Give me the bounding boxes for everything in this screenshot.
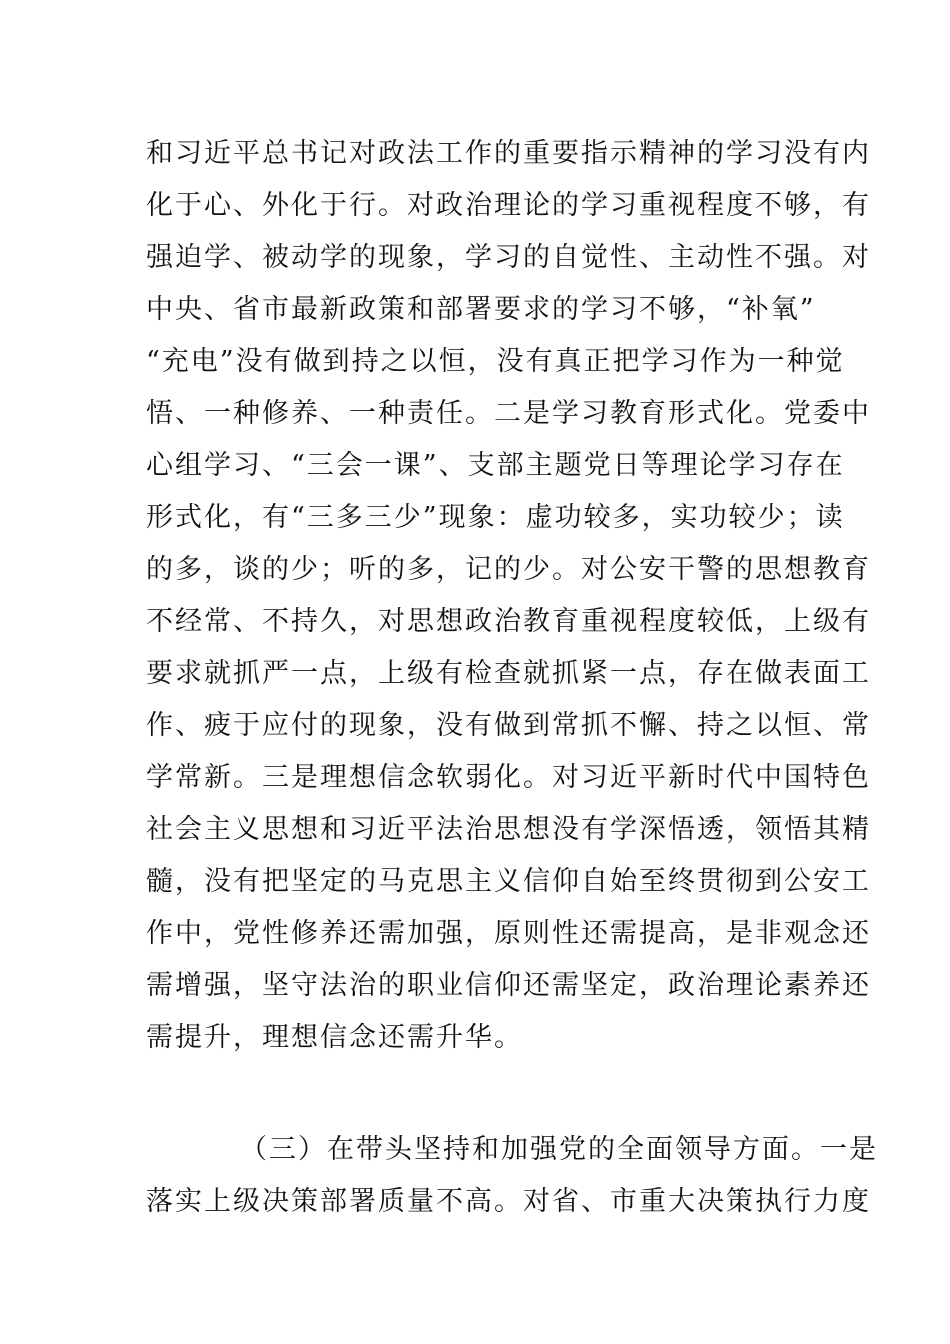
text-line: 悟、一种修养、一种责任。二是学习教育形式化。党委中 — [146, 398, 871, 429]
text-line: 髓，没有把坚定的马克思主义信仰自始至终贯彻到公安工 — [146, 866, 871, 897]
text-line: 化于心、外化于行。对政治理论的学习重视程度不够，有 — [146, 190, 871, 221]
text-line: 学常新。三是理想信念软弱化。对习近平新时代中国特色 — [146, 762, 871, 793]
text-line: 强迫学、被动学的现象，学习的自觉性、主动性不强。对 — [146, 242, 871, 273]
text-line: 和习近平总书记对政法工作的重要指示精神的学习没有内 — [146, 138, 871, 169]
text-line: 心组学习、“三会一课”、支部主题党日等理论学习存在 — [146, 450, 845, 481]
text-line: 形式化，有“三多三少”现象：虚功较多，实功较少；读 — [146, 502, 845, 533]
text-line: 中央、省市最新政策和部署要求的学习不够，“补氧” — [146, 294, 816, 325]
text-line: 需提升，理想信念还需升华。 — [146, 1022, 523, 1053]
text-line: 落实上级决策部署质量不高。对省、市重大决策执行力度 — [146, 1186, 871, 1217]
section-heading-line: （三）在带头坚持和加强党的全面领导方面。一是 — [240, 1134, 878, 1165]
text-line: 要求就抓严一点，上级有检查就抓紧一点，存在做表面工 — [146, 658, 871, 689]
text-line: 作、疲于应付的现象，没有做到常抓不懈、持之以恒、常 — [146, 710, 871, 741]
text-line: 的多，谈的少；听的多，记的少。对公安干警的思想教育 — [146, 554, 871, 585]
text-line: “充电”没有做到持之以恒，没有真正把学习作为一种觉 — [146, 346, 845, 377]
text-line: 需增强，坚守法治的职业信仰还需坚定，政治理论素养还 — [146, 970, 871, 1001]
text-line: 社会主义思想和习近平法治思想没有学深悟透，领悟其精 — [146, 814, 871, 845]
text-line: 不经常、不持久，对思想政治教育重视程度较低，上级有 — [146, 606, 871, 637]
text-line: 作中，党性修养还需加强，原则性还需提高，是非观念还 — [146, 918, 871, 949]
